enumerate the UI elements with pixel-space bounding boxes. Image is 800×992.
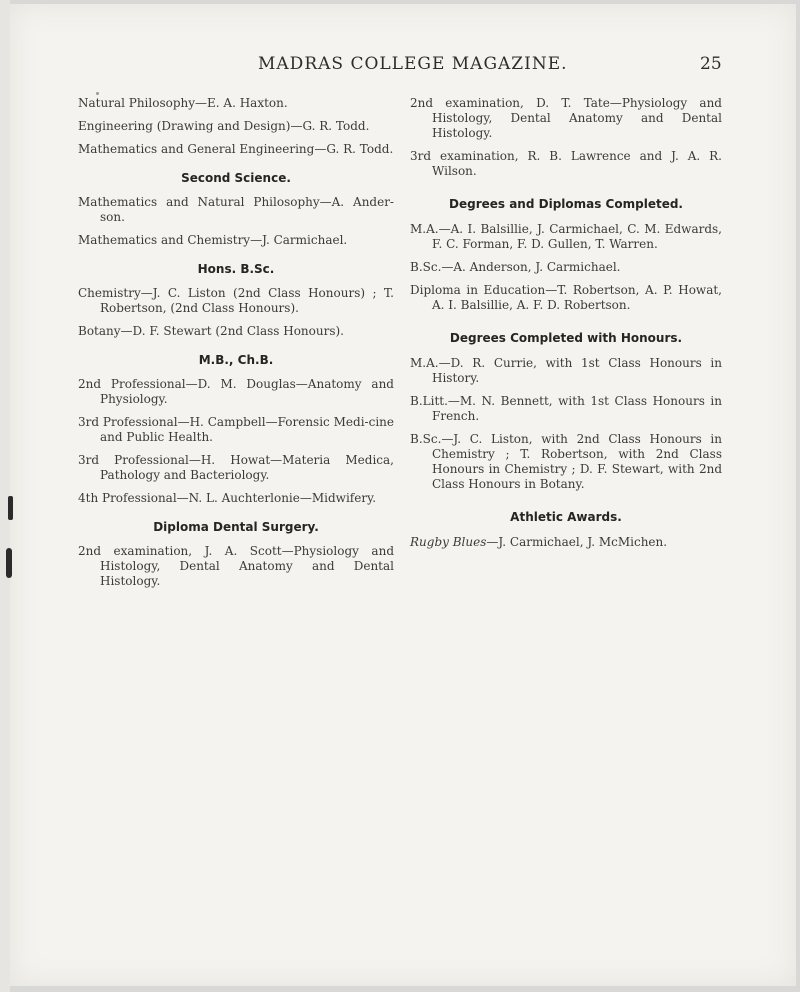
list-item: Mathematics and General Engineering—G. R. Todd. <box>78 142 394 156</box>
binding-mark <box>8 496 13 520</box>
list-item: 3rd examination, R. B. Lawrence and J. A. R. Wilson. <box>410 149 722 178</box>
page-header <box>10 54 796 80</box>
magazine-page <box>10 4 796 986</box>
magazine-title: MADRAS COLLEGE MAGAZINE. <box>258 54 568 74</box>
list-item: Chemistry—J. C. Liston (2nd Class Honours) ; T. Robertson, (2nd Class Honours). <box>78 286 394 315</box>
right-column <box>410 96 722 558</box>
list-item: 4th Professional—N. L. Auchterlonie—Midwifery. <box>78 491 377 505</box>
list-item <box>410 535 722 550</box>
list-item: Botany—D. F. Stewart (2nd Class Honours). <box>78 324 344 338</box>
list-item: 2nd examination, D. T. Tate—Physiology and Histology, Dental Anatomy and Dental Histology. <box>410 96 722 140</box>
section-heading: M.B., Ch.B. <box>198 353 274 367</box>
section-heading: Degrees Completed with Honours. <box>449 331 683 345</box>
section-heading: Degrees and Diplomas Completed. <box>449 197 683 211</box>
award-recipients: —J. Carmichael, J. McMichen. <box>486 535 668 549</box>
list-item: Mathematics and Chemistry—J. Carmichael. <box>78 233 348 247</box>
list-item: Diploma in Education—T. Robertson, A. P. Howat, A. I. Balsillie, A. F. D. Robertson. <box>410 283 722 312</box>
section-heading: Athletic Awards. <box>510 510 622 524</box>
section-heading: Second Science. <box>181 171 291 185</box>
list-item: Mathematics and Natural Philosophy—A. Ander-son. <box>78 195 394 224</box>
list-item: 2nd Professional—D. M. Douglas—Anatomy and Physiology. <box>78 377 394 406</box>
ink-speck <box>96 92 99 95</box>
left-column <box>78 96 394 597</box>
list-item: Engineering (Drawing and Design)—G. R. Todd. <box>78 119 370 133</box>
section-heading: Diploma Dental Surgery. <box>153 520 319 534</box>
award-label: Rugby Blues <box>410 535 487 549</box>
list-item: 3rd Professional—H. Howat—Materia Medica, Pathology and Bacteriology. <box>78 453 394 482</box>
list-item: B.Sc.—A. Anderson, J. Carmichael. <box>410 260 621 274</box>
binding-mark <box>6 548 12 578</box>
list-item: 3rd Professional—H. Campbell—Forensic Medi-cine and Public Health. <box>78 415 394 444</box>
list-item: M.A.—A. I. Balsillie, J. Carmichael, C. M. Edwards, F. C. Forman, F. D. Gullen, T. Warren. <box>410 222 722 251</box>
list-item: B.Sc.—J. C. Liston, with 2nd Class Honours in Chemistry ; T. Robertson, with 2nd Class Honours in Chemistry ; D. F. Stewart, with 2nd Class Honours in Botany. <box>410 432 722 491</box>
list-item: B.Litt.—M. N. Bennett, with 1st Class Honours in French. <box>410 394 722 423</box>
list-item: M.A.—D. R. Currie, with 1st Class Honours in History. <box>410 356 722 385</box>
page-number: 25 <box>700 54 722 74</box>
list-item: Natural Philosophy—E. A. Haxton. <box>78 96 288 110</box>
section-heading: Hons. B.Sc. <box>197 262 275 276</box>
list-item: 2nd examination, J. A. Scott—Physiology and Histology, Dental Anatomy and Dental Histology. <box>78 544 394 588</box>
